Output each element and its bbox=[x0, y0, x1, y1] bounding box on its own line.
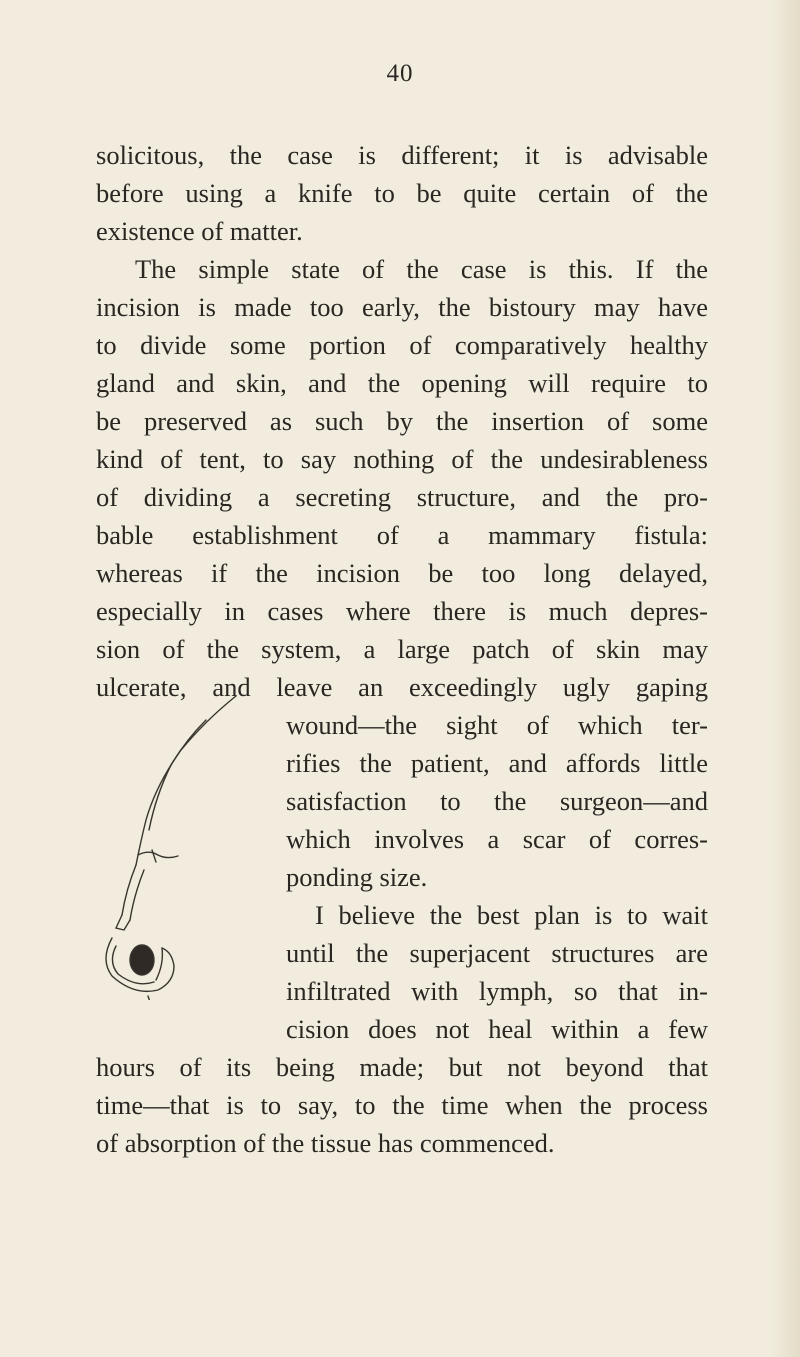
text-line: I believe the best plan is to wait bbox=[315, 900, 708, 930]
text-line: sion of the system, a large patch of skin may bbox=[96, 634, 708, 664]
text-line: be preserved as such by the insertion of some bbox=[96, 406, 708, 436]
text-line: until the superjacent structures are bbox=[286, 938, 708, 968]
text-line: ponding size. bbox=[286, 862, 428, 892]
text-line: ulcerate, and leave an exceedingly ugly gaping bbox=[96, 672, 708, 702]
text-line: especially in cases where there is much depres- bbox=[96, 596, 708, 626]
text-line: of absorption of the tissue has commenced. bbox=[96, 1128, 555, 1158]
text-line: hours of its being made; but not beyond that bbox=[96, 1052, 708, 1082]
text-line: kind of tent, to say nothing of the undesirableness bbox=[96, 444, 708, 474]
text-line: satisfaction to the surgeon—and bbox=[286, 786, 708, 816]
page-number: 40 bbox=[386, 60, 414, 87]
text-line: gland and skin, and the opening will require to bbox=[96, 368, 708, 398]
text-line: rifies the patient, and affords little bbox=[286, 748, 708, 778]
text-line: before using a knife to be quite certain of the bbox=[96, 178, 708, 208]
text-line: whereas if the incision be too long delayed, bbox=[96, 558, 708, 588]
text-line: cision does not heal within a few bbox=[286, 1014, 708, 1044]
text-line: wound—the sight of which ter- bbox=[286, 710, 708, 740]
text-line: infiltrated with lymph, so that in- bbox=[286, 976, 708, 1006]
text-line: The simple state of the case is this. If the bbox=[135, 254, 708, 284]
text-line: which involves a scar of corres- bbox=[286, 824, 708, 854]
text-line: to divide some portion of comparatively healthy bbox=[96, 330, 708, 360]
text-line: solicitous, the case is different; it is advisable bbox=[96, 140, 708, 170]
text-line: existence of matter. bbox=[96, 216, 303, 246]
surgical-instrument-illustration bbox=[86, 690, 271, 1000]
text-line: bable establishment of a mammary fistula: bbox=[96, 520, 708, 550]
text-line: incision is made too early, the bistoury may have bbox=[96, 292, 708, 322]
text-line: of dividing a secreting structure, and the pro- bbox=[96, 482, 708, 512]
text-line: time—that is to say, to the time when the process bbox=[96, 1090, 708, 1120]
